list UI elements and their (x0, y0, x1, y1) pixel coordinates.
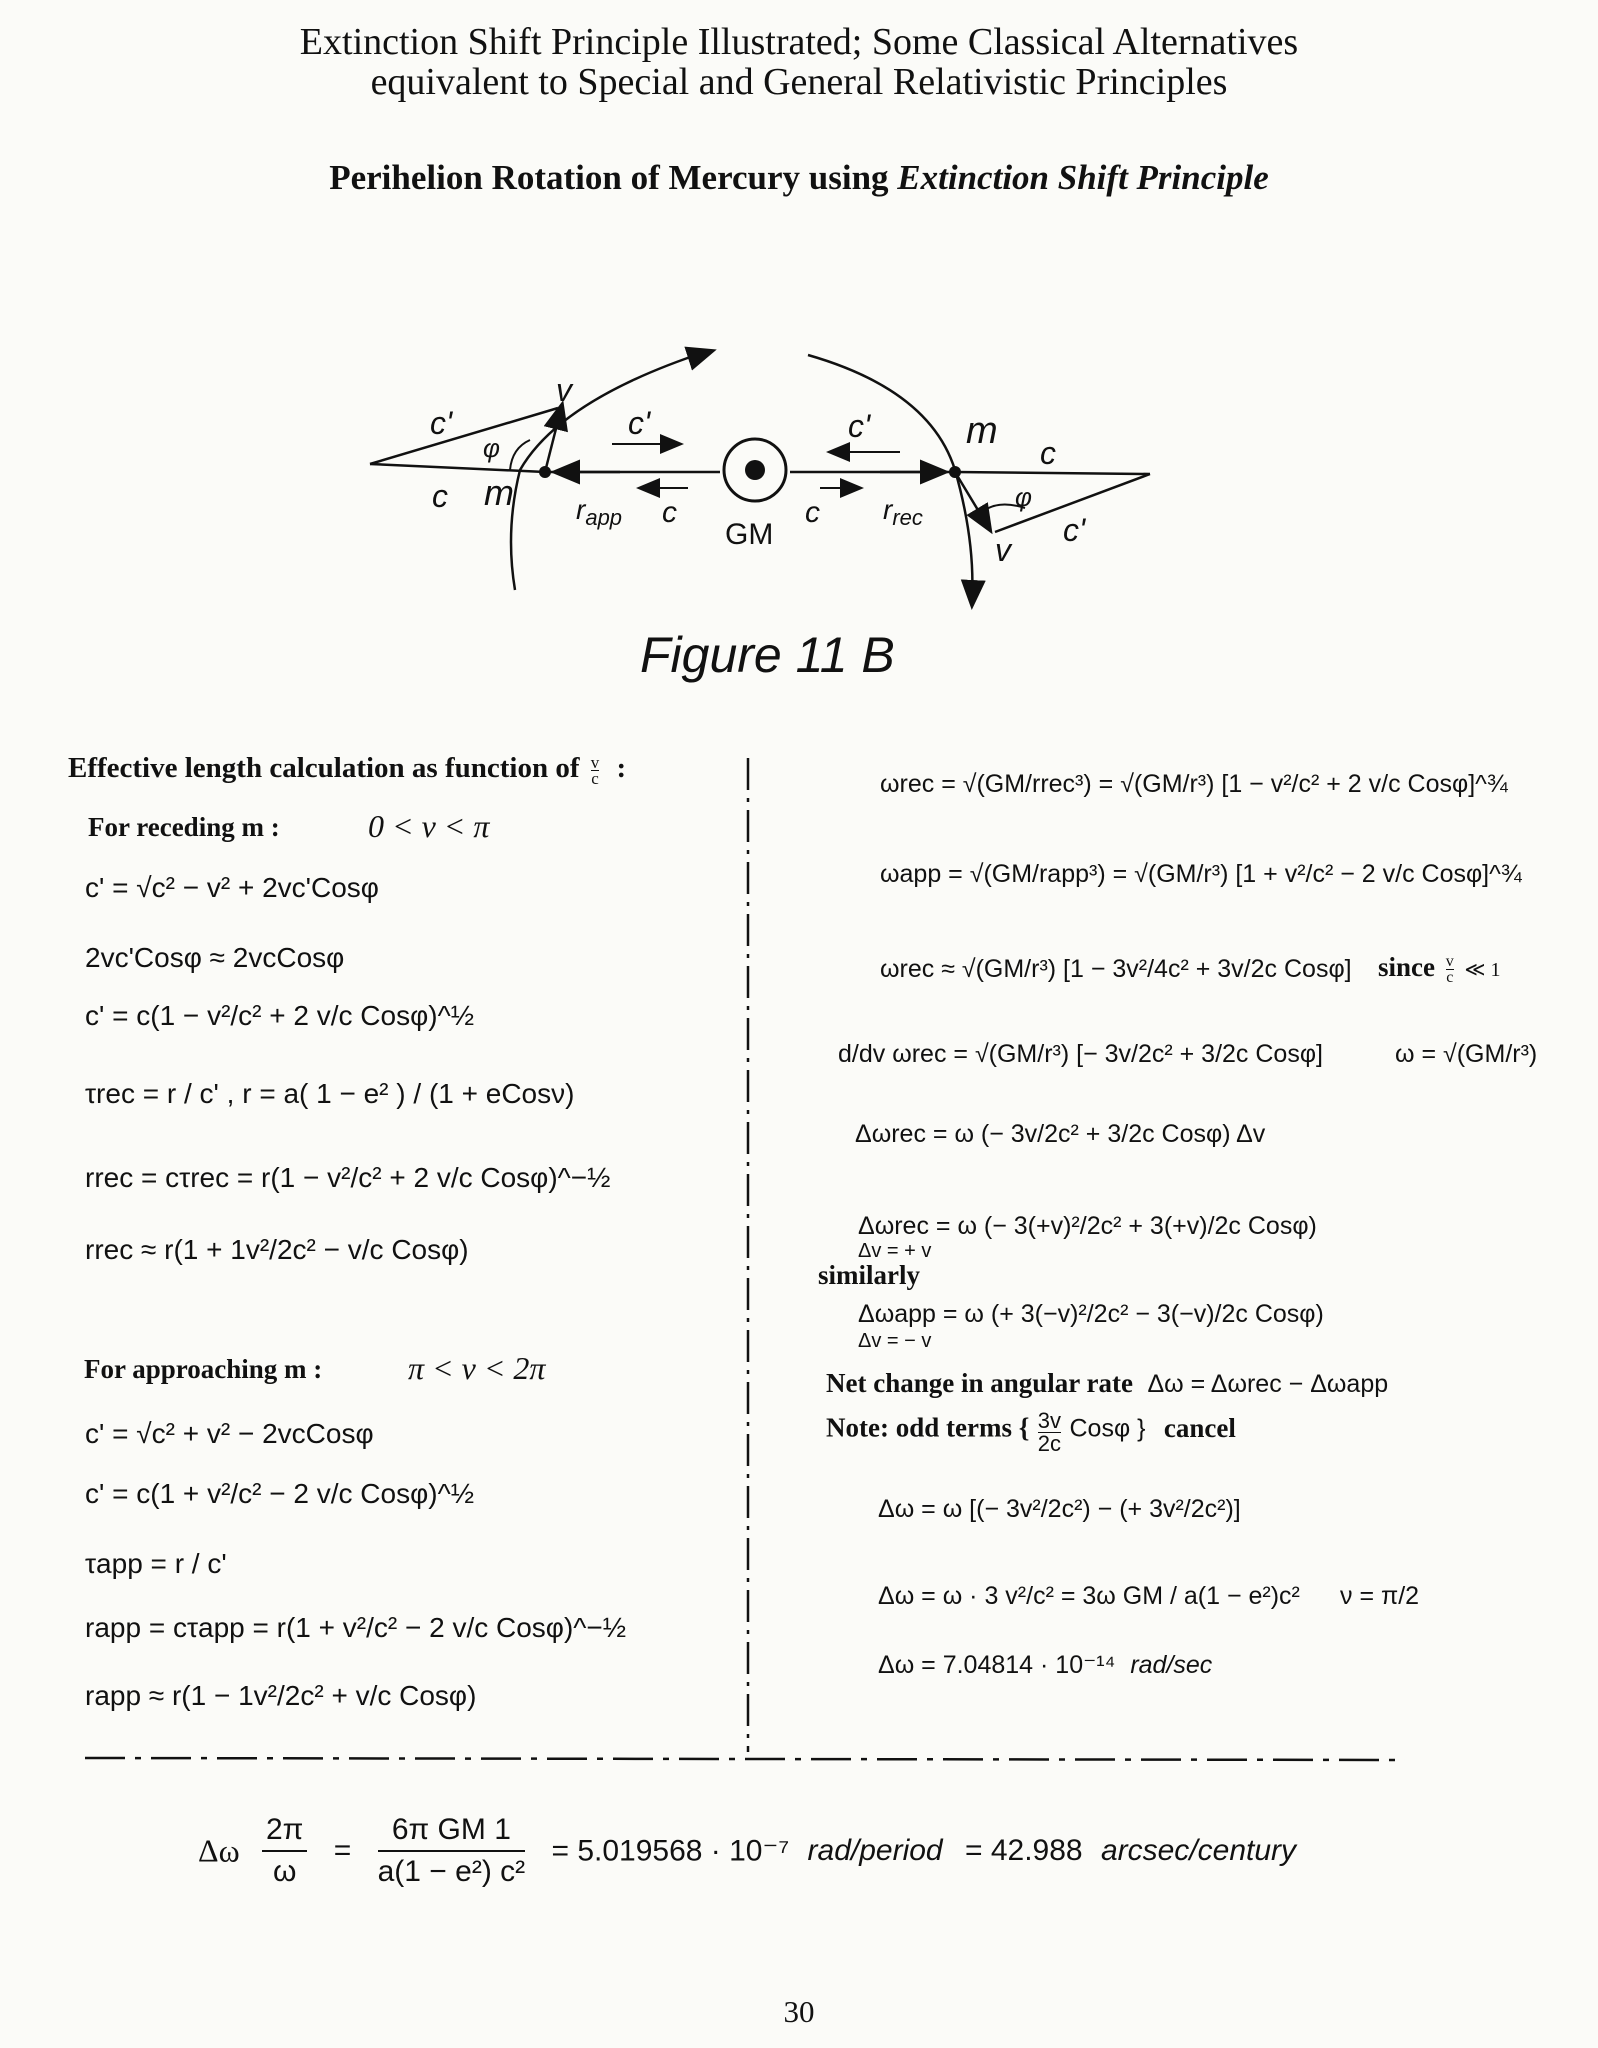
label-gm: GM (725, 518, 774, 551)
label-c-left: c (432, 478, 448, 514)
eq-delta-w-value: Δω = 7.04814 · 10⁻¹⁴ (878, 1651, 1116, 1679)
note-label: Note: odd terms { (826, 1412, 1030, 1443)
effective-colon: : (616, 752, 627, 784)
eq-delta-w-rec: Δωrec = ω (− 3v/2c² + 3/2c Cosφ) Δv (855, 1120, 1266, 1148)
bottom-frac1 (262, 1810, 307, 1892)
eq-c-prime-app-expand: c' = c(1 + v²/c² − 2 v/c Cosφ)^½ (85, 1478, 475, 1509)
eq-delta-w-value-row (878, 1650, 1212, 1680)
receding-label: For receding m : (88, 812, 280, 842)
approaching-range: π < ν < 2π (408, 1350, 546, 1386)
label-r-app-sub: app (585, 505, 623, 530)
delta-v-minus: Δv = − v (858, 1330, 932, 1352)
since-frac-den: c (1446, 969, 1454, 987)
delta-v-plus: Δv = + v (858, 1240, 932, 1262)
since-tail: ≪ 1 (1464, 959, 1501, 981)
eq-r-rec-approx: rrec ≈ r(1 + 1v²/2c² − v/c Cosφ) (85, 1234, 469, 1265)
bottom-frac2-num: 6π GM 1 (378, 1810, 526, 1852)
eq-r-rec: rrec = cτrec = r(1 − v²/c² + 2 v/c Cosφ)^−½ (85, 1162, 611, 1193)
page-number: 30 (783, 1994, 815, 2029)
eq-c-prime-rec: c' = √c² − v² + 2vc'Cosφ (85, 872, 379, 903)
since-label: since (1378, 952, 1435, 982)
bottom-result: = 5.019568 · 10⁻⁷ (551, 1834, 790, 1868)
eq-tau-app: τapp = r / c' (85, 1548, 227, 1579)
label-c-prime-upper-right: c' (848, 408, 871, 444)
bottom-result-unit: rad/period (807, 1834, 943, 1867)
label-r-rec-sub: rec (892, 505, 923, 530)
label-m-left: m (484, 472, 514, 513)
label-c-prime-upper-left: c' (628, 405, 651, 441)
net-change-row (826, 1368, 1388, 1399)
mercury-left (539, 466, 551, 478)
eq-tau-rec: τrec = r / c' , r = a( 1 − e² ) / (1 + eCosν) (85, 1078, 575, 1109)
bottom-result2: = 42.988 (964, 1834, 1083, 1867)
triangle-right-c (955, 472, 1150, 474)
label-c-right: c (1040, 435, 1056, 471)
eq-delta-w: Δω = ω [(− 3v²/2c²) − (+ 3v²/2c²)] (878, 1495, 1241, 1523)
title-line-2: equivalent to Special and General Relativistic Principles (370, 61, 1228, 103)
effective-frac (590, 752, 600, 788)
omega-def: ω = √(GM/r³) (1395, 1040, 1538, 1068)
eq-w-app: ωapp = √(GM/rapp³) = √(GM/r³) [1 + v²/c² − 2 v/c Cosφ]^¾ (880, 860, 1522, 888)
eq-approx: 2vc'Cosφ ≈ 2vcCosφ (85, 942, 345, 973)
bottom-result2-unit: arcsec/century (1100, 1834, 1297, 1867)
eq-delta-w-app: Δωapp = ω (+ 3(−v)²/2c² − 3(−v)/2c Cosφ) (858, 1300, 1324, 1328)
note-frac-den: 2c (1037, 1431, 1062, 1456)
effective-frac-num: v (590, 752, 600, 772)
since-frac-num: v (1445, 953, 1454, 971)
bottom-eq-sign: = (333, 1834, 352, 1867)
label-v-right: v (995, 532, 1011, 568)
net-change-label: Net change in angular rate (826, 1368, 1133, 1398)
label-r-app (576, 494, 622, 531)
label-r-rec-main: r (883, 494, 893, 525)
eq-w-rec-approx: ωrec ≈ √(GM/r³) [1 − 3v²/4c² + 3v/2c Cosφ] (880, 955, 1352, 983)
eq-c-prime-expand: c' = c(1 − v²/c² + 2 v/c Cosφ)^½ (85, 1000, 475, 1031)
since-frac (1446, 954, 1454, 985)
bottom-frac1-num: 2π (262, 1810, 307, 1852)
eq-delta-w-rec-plus: Δωrec = ω (− 3(+v)²/2c² + 3(+v)/2c Cosφ) (858, 1212, 1317, 1240)
receding-range: 0 < ν < π (368, 808, 490, 844)
label-r-rec (883, 494, 923, 531)
horizontal-separator (85, 1758, 1405, 1760)
effective-length-text: Effective length calculation as function of (68, 752, 580, 784)
triangle-left-v (545, 405, 562, 472)
label-r-app-main: r (576, 494, 586, 525)
gm-dot (745, 460, 765, 480)
note-row (826, 1410, 1236, 1455)
mercury-right (949, 466, 961, 478)
eq-delta-w-unit: rad/sec (1130, 1651, 1213, 1679)
net-change-eq: Δω = Δωrec − Δωapp (1147, 1370, 1389, 1398)
eq-dw: d/dv ωrec = √(GM/r³) [− 3v/2c² + 3/2c Cosφ] (838, 1040, 1323, 1068)
approaching-label: For approaching m : (84, 1354, 323, 1384)
nu-value: ν = π/2 (1340, 1582, 1420, 1610)
effective-frac-den: c (591, 768, 599, 788)
since-note (1378, 952, 1500, 985)
bottom-frac2-den: a(1 − e²) c² (377, 1855, 526, 1888)
eq-r-app: rapp = cτapp = r(1 + v²/c² − 2 v/c Cosφ)^−½ (85, 1612, 627, 1643)
triangle-right-v (955, 472, 990, 530)
note-cancel: cancel (1163, 1412, 1236, 1443)
bottom-equation (198, 1810, 1296, 1892)
bottom-frac2 (378, 1810, 526, 1892)
label-c-prime-left: c' (430, 405, 453, 441)
eq-w-rec: ωrec = √(GM/rrec³) = √(GM/r³) [1 − v²/c² + 2 v/c Cosφ]^¾ (880, 770, 1508, 798)
bottom-lhs: Δω (198, 1832, 240, 1869)
similarly-label: similarly (818, 1260, 920, 1290)
subtitle-italic: Extinction Shift Principle (897, 158, 1269, 197)
note-frac (1038, 1410, 1061, 1455)
label-m-right: m (966, 410, 998, 452)
note-mid: Cosφ } (1069, 1414, 1146, 1443)
orbit-arc-right (808, 355, 972, 598)
bottom-frac1-den: ω (272, 1855, 297, 1888)
label-c-inner-right: c (805, 496, 820, 529)
label-phi-left: φ (483, 433, 500, 463)
label-c-inner-left: c (662, 496, 677, 529)
figure-caption: Figure 11 B (640, 627, 895, 683)
label-v-left: v (556, 372, 572, 408)
title-line-1: Extinction Shift Principle Illustrated; Some Classical Alternatives (299, 21, 1299, 63)
label-c-prime-right: c' (1063, 512, 1086, 548)
triangle-left-c (370, 464, 545, 472)
note-frac-num: 3v (1037, 1408, 1062, 1433)
orbit-arc-right-arrow (972, 585, 973, 605)
effective-length-label (68, 752, 626, 786)
label-phi-right: φ (1015, 482, 1032, 512)
eq-delta-w-final: Δω = ω · 3 v²/c² = 3ω GM / a(1 − e²)c² (878, 1582, 1300, 1610)
subtitle-plain: Perihelion Rotation of Mercury using (329, 158, 898, 197)
eq-c-prime-app: c' = √c² + v² − 2vcCosφ (85, 1418, 374, 1449)
angle-arc-left (510, 440, 530, 470)
eq-r-app-approx: rapp ≈ r(1 − 1v²/2c² + v/c Cosφ) (85, 1680, 477, 1711)
